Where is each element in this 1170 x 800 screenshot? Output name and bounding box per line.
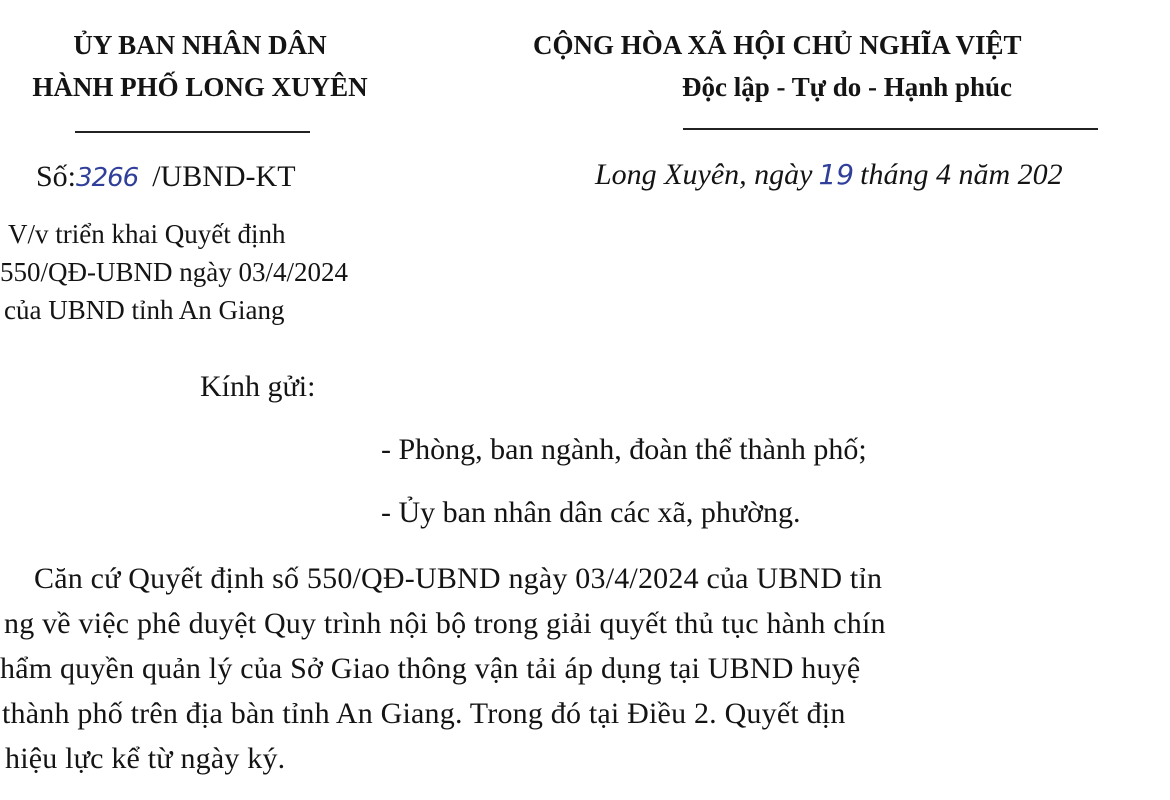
recipient-item: - Ủy ban nhân dân các xã, phường.: [381, 496, 801, 529]
body-text-line: thành phố trên địa bàn tỉnh An Giang. Trong đó tại Điều 2. Quyết địn: [2, 697, 846, 730]
subject-line: V/v triển khai Quyết định: [8, 219, 286, 249]
document-number-handwritten: 3266: [76, 163, 139, 193]
body-text-line: Căn cứ Quyết định số 550/QĐ-UBND ngày 03/4/2024 của UBND tỉn: [34, 562, 883, 595]
date-prefix: Long Xuyên, ngày: [595, 158, 813, 191]
recipients-label: Kính gửi:: [200, 370, 316, 403]
document-number-suffix: /UBND-KT: [152, 160, 296, 193]
date-suffix: tháng 4 năm 202: [860, 158, 1063, 191]
body-text-line: ng về việc phê duyệt Quy trình nội bộ trong giải quyết thủ tục hành chín: [4, 607, 886, 640]
body-text-line: hẩm quyền quản lý của Sở Giao thông vận tải áp dụng tại UBND huyệ: [0, 652, 861, 685]
left-header-divider: [75, 131, 310, 133]
document-date: [595, 158, 1063, 192]
document-number: [0, 160, 296, 194]
date-day-handwritten: 19: [818, 158, 855, 191]
document-number-prefix: Số:: [36, 160, 77, 193]
national-title: CỘNG HÒA XÃ HỘI CHỦ NGHĨA VIỆT: [533, 30, 1022, 60]
document-subject: [0, 215, 450, 329]
subject-line: 550/QĐ-UBND ngày 03/4/2024: [0, 257, 348, 287]
recipient-item: - Phòng, ban ngành, đoàn thể thành phố;: [381, 433, 867, 466]
national-motto: Độc lập - Tự do - Hạnh phúc: [682, 72, 1013, 102]
issuing-authority-line-2: HÀNH PHỐ LONG XUYÊN: [32, 72, 368, 102]
body-text-line: hiệu lực kể từ ngày ký.: [5, 742, 286, 775]
issuing-authority-line-1: ỦY BAN NHÂN DÂN: [73, 30, 327, 60]
subject-line: của UBND tỉnh An Giang: [4, 295, 285, 325]
right-header-divider: [683, 128, 1098, 130]
